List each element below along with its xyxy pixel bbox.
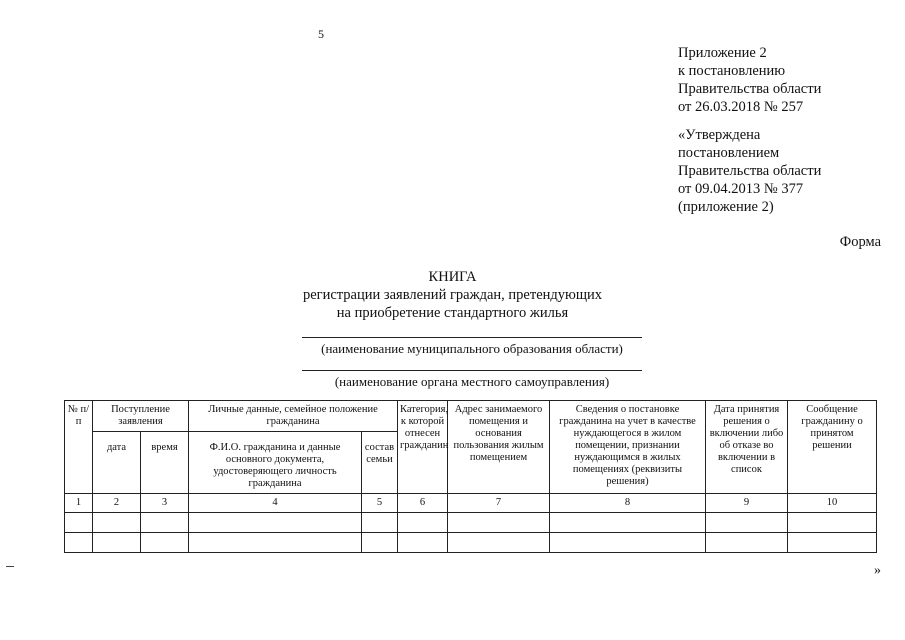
column-number: 7	[448, 494, 550, 513]
municipality-caption: (наименование муниципального образования области)	[321, 341, 623, 356]
column-number: 5	[362, 494, 398, 513]
margin-dash	[6, 566, 14, 567]
empty-table-row	[65, 513, 877, 533]
column-number: 8	[550, 494, 706, 513]
authority-caption: (наименование органа местного самоуправления)	[334, 374, 610, 389]
empty-cell[interactable]	[550, 513, 706, 533]
header-fio: Ф.И.О. гражданина и данные основного документа, удостоверяющего личность гражданина	[189, 432, 362, 494]
appendix-line: Приложение 2	[678, 45, 767, 61]
header-family: состав семьи	[362, 432, 398, 494]
empty-cell[interactable]	[65, 533, 93, 553]
appendix-line: к постановлению	[678, 63, 786, 79]
header-address: Адрес занимаемого помещения и основания пользования жилым помещением	[448, 401, 550, 494]
title-line: на приобретение стандартного жилья	[336, 305, 569, 321]
empty-cell[interactable]	[362, 533, 398, 553]
municipality-signature-line	[302, 337, 642, 338]
column-number: 1	[65, 494, 93, 513]
header-date: дата	[93, 432, 141, 494]
header-registration: Сведения о постановке гражданина на учет в качестве нуждающегося в жилом помещении, признании нуждающимся в жилых помещениях (реквизиты решения)	[550, 401, 706, 494]
empty-cell[interactable]	[93, 533, 141, 553]
title-line: регистрации заявлений граждан, претендующих	[302, 287, 603, 303]
empty-cell[interactable]	[706, 513, 788, 533]
empty-cell[interactable]	[398, 533, 448, 553]
empty-cell[interactable]	[141, 513, 189, 533]
empty-cell[interactable]	[93, 513, 141, 533]
approved-line: от 09.04.2013 № 377	[678, 181, 804, 197]
approved-line: Правительства области	[678, 163, 822, 179]
empty-cell[interactable]	[788, 513, 877, 533]
column-number: 6	[398, 494, 448, 513]
closing-quote: »	[874, 563, 881, 578]
authority-signature-line	[302, 370, 642, 371]
empty-cell[interactable]	[189, 533, 362, 553]
approved-line: (приложение 2)	[678, 199, 774, 215]
appendix-line: от 26.03.2018 № 257	[678, 99, 804, 115]
header-category: Категория, к которой отнесен гражданин	[398, 401, 448, 494]
header-receipt: Поступление заявления	[93, 401, 189, 432]
table-header-row	[65, 401, 877, 432]
empty-table-row	[65, 533, 877, 553]
header-personal: Личные данные, семейное положение гражданина	[189, 401, 398, 432]
empty-cell[interactable]	[141, 533, 189, 553]
title-heading: КНИГА	[428, 269, 477, 285]
header-num: № п/п	[65, 401, 93, 494]
column-number: 4	[189, 494, 362, 513]
appendix-block	[678, 44, 821, 116]
column-number: 10	[788, 494, 877, 513]
empty-cell[interactable]	[448, 513, 550, 533]
document-title	[0, 268, 905, 322]
column-number: 2	[93, 494, 141, 513]
empty-cell[interactable]	[706, 533, 788, 553]
approved-block	[678, 126, 821, 216]
registration-table	[64, 400, 877, 553]
column-number: 3	[141, 494, 189, 513]
empty-cell[interactable]	[448, 533, 550, 553]
empty-cell[interactable]	[550, 533, 706, 553]
empty-cell[interactable]	[189, 513, 362, 533]
appendix-line: Правительства области	[678, 81, 822, 97]
column-number: 9	[706, 494, 788, 513]
approved-line: «Утверждена	[678, 127, 761, 143]
column-number-row	[65, 494, 877, 513]
header-time: время	[141, 432, 189, 494]
header-notice: Сообщение гражданину о принятом решении	[788, 401, 877, 494]
page-number: 5	[318, 27, 324, 41]
approved-line: постановлением	[678, 145, 780, 161]
form-label: Форма	[839, 234, 881, 250]
empty-cell[interactable]	[362, 513, 398, 533]
empty-cell[interactable]	[398, 513, 448, 533]
header-decision-date: Дата принятия решения о включении либо об отказе во включении в список	[706, 401, 788, 494]
empty-cell[interactable]	[788, 533, 877, 553]
empty-cell[interactable]	[65, 513, 93, 533]
